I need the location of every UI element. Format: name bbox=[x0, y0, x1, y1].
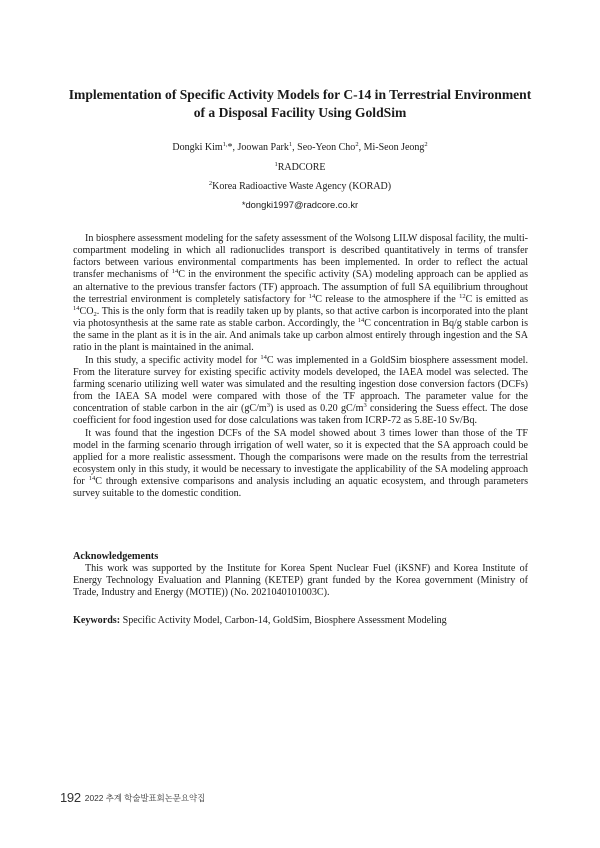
corresponding-author-mark: * bbox=[227, 142, 233, 153]
contact-email: *dongki1997@radcore.co.kr bbox=[241, 199, 359, 210]
keywords-list: Specific Activity Model, Carbon-14, GoldSim, Biosphere Assessment Modeling bbox=[120, 615, 447, 626]
isotope-superscript: 14 bbox=[308, 292, 316, 300]
author-affiliation-mark: 1 bbox=[288, 141, 293, 148]
text-run: C release to the atmosphere if the bbox=[315, 293, 460, 305]
keywords-label: Keywords: bbox=[73, 615, 121, 626]
affiliation-name: Korea Radioactive Waste Agency (KORAD) bbox=[212, 181, 392, 192]
abstract-paragraph-2 bbox=[73, 355, 528, 428]
paper-title bbox=[60, 86, 540, 122]
author-name: , Joowan Park bbox=[232, 142, 289, 153]
text-run: C through extensive comparisons and analysis including an aquatic ecosystem, and through parameters survey suitable to the domestic condition. bbox=[73, 476, 529, 500]
isotope-superscript: 14 bbox=[260, 353, 267, 361]
unit-superscript: 3 bbox=[363, 402, 367, 410]
affiliation-name: RADCORE bbox=[277, 162, 326, 173]
abstract bbox=[73, 233, 528, 500]
isotope-superscript: 12 bbox=[459, 292, 466, 300]
abstract-paragraph-3 bbox=[73, 428, 528, 501]
abstract-paragraph-1 bbox=[73, 233, 528, 355]
keywords bbox=[73, 615, 528, 627]
affiliation-2 bbox=[60, 180, 540, 193]
isotope-superscript: 14 bbox=[357, 317, 365, 325]
acknowledgements-paragraph: This work was supported by the Institute for Korea Spent Nuclear Fuel (iKSNF) and Korea Institute of Energy Technology Evaluation and Planning (KETEP) grant funded by the Korea government (Ministry of Trade, Industry and Energy (MOTIE)) (No. 2021040101003C). bbox=[73, 563, 528, 599]
text-run: In this study, a specific activity model for bbox=[85, 354, 261, 366]
text-run: C in the environment the specific activity (SA) modeling approach can be applied as an alternative to the previous transfer factors (TF) approach. The assumption of full SA equilibrium throughout the terrestrial environment is completely satisfactory for bbox=[73, 269, 528, 305]
acknowledgements-heading: Acknowledgements bbox=[73, 551, 159, 562]
author-affiliation-mark: 2 bbox=[424, 141, 428, 148]
text-run: ) is used as 0.20 gC/m bbox=[270, 403, 364, 415]
affiliation-mark: 1 bbox=[274, 161, 278, 168]
text-run: . This is the only form that is readily taken up by plants, so that active carbon is incorporated into the plant via photosynthesis at the same rate as stable carbon. Accordingly, the bbox=[73, 305, 528, 330]
text-run: C concentration in Bq/g stable carbon is the same in the plant as it is in the air. And animals take up carbon almost entirely through ingestion and the SA ratio in the plant is maintained in the animal. bbox=[73, 318, 529, 354]
text-run: It was found that the ingestion DCFs of the SA model showed about 3 times lower than those of the TF model in the farming scenario through irrigation of well water, so it is expected that the SA approach could be applied for a more realistic assessment. Though the comparisons were made on the results from the terrestrial ecosystem only in this study, it would be necessary to investigate the applicability of the SA modeling approach for bbox=[73, 427, 528, 488]
unit-superscript: 3 bbox=[266, 402, 271, 410]
author-name: , Seo-Yeon Cho bbox=[292, 142, 356, 153]
isotope-superscript: 14 bbox=[88, 475, 96, 483]
title-line-2: of a Disposal Facility Using GoldSim bbox=[193, 105, 407, 120]
text-run: considering the Suess effect. The dose coefficient for food ingestion used for dose calculations was taken from ICRP-72 as 5.8E-10 Sv/Bq. bbox=[73, 403, 528, 427]
page-number: 192 bbox=[60, 790, 81, 805]
affiliation-mark: 2 bbox=[208, 180, 213, 187]
author-affiliation-mark: 1, bbox=[222, 141, 228, 148]
acknowledgements bbox=[73, 563, 528, 599]
author-list bbox=[60, 141, 540, 154]
page-footer bbox=[60, 789, 205, 807]
title-line-1: Implementation of Specific Activity Models for C-14 in Terrestrial Environment bbox=[68, 87, 532, 102]
text-run: C was implemented in a GoldSim biosphere assessment model. From the literature survey for existing specific activity models developed, the IAEA model was selected. The farming scenario utilizing well water was simulated and the resulting ingestion dose conversion factors (DCFs) from the IAEA SA model were compared with those of the TF approach. The parameter value for the concentration of stable carbon in the air (gC/m bbox=[73, 354, 529, 415]
text-run: In biosphere assessment modeling for the safety assessment of the Wolsong LILW disposal facility, the multi-compartment modeling in which all radionuclides transport is described quantitatively in terms of transfer factors between various environmental compartments has been implemented. In order to reflect the actual transfer mechanisms of bbox=[73, 233, 528, 281]
isotope-superscript: 14 bbox=[171, 268, 179, 276]
affiliation-1 bbox=[60, 161, 540, 174]
text-run: C is emitted as bbox=[465, 293, 529, 305]
journal-name: 2022 추계 학술발표회논문요약집 bbox=[84, 793, 206, 803]
subscript: 2 bbox=[93, 310, 97, 318]
isotope-superscript: 14 bbox=[73, 304, 80, 312]
author-name: Dongki Kim bbox=[172, 142, 223, 153]
author-name: , Mi-Seon Jeong bbox=[358, 142, 425, 153]
author-affiliation-mark: 2 bbox=[355, 141, 359, 148]
text-run: CO bbox=[79, 305, 94, 317]
